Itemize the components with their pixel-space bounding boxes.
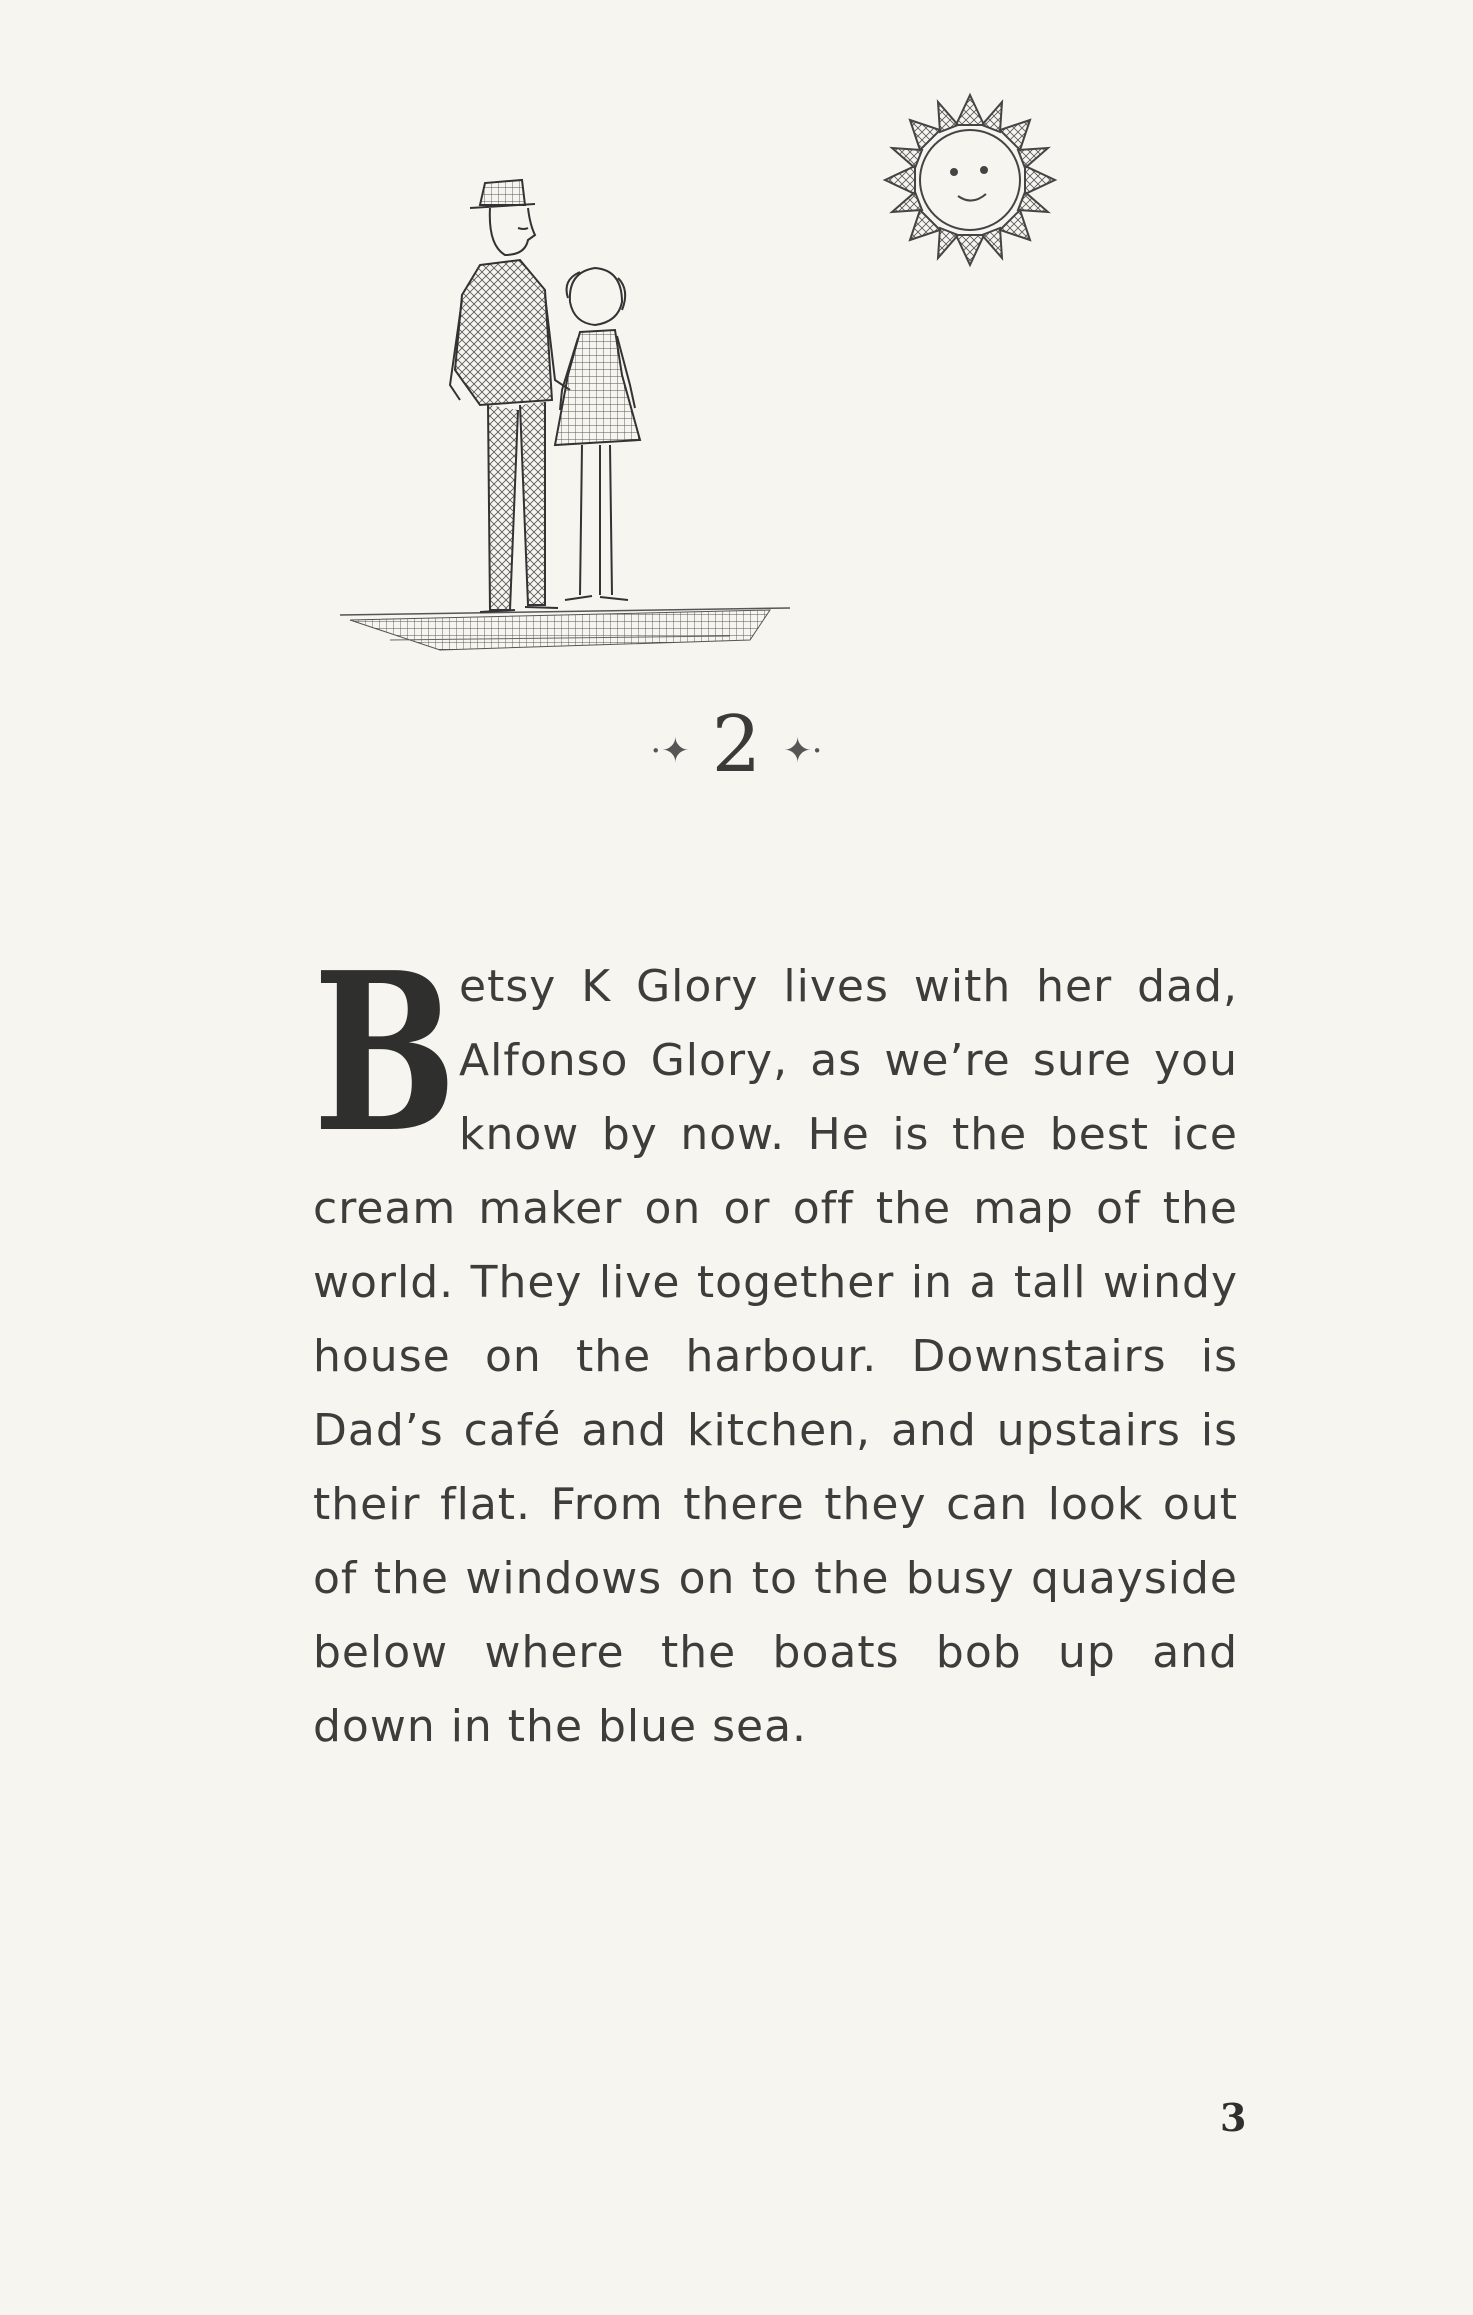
sun-icon: [885, 95, 1055, 265]
story-text: etsy K Glory lives with her dad, Alfonso Glory, as we’re sure you know by now. He is the best ice cream maker on or off the map of the world. They live together in a tall windy house on the harbour. Downstairs is Dad’s café and kitchen, and upstairs is their flat. From there they can look out of the windows on to the busy quayside below where the boats bob up and down in the blue sea.: [313, 961, 1238, 1752]
page-number: 3: [1220, 2095, 1247, 2140]
chapter-heading: [0, 700, 1473, 796]
ornament-left: ·✦: [650, 730, 690, 771]
drop-cap: B: [313, 925, 458, 1181]
story-paragraph: [313, 925, 1238, 1764]
ground-shading: [340, 608, 790, 650]
girl-figure: [555, 268, 640, 600]
man-figure: [450, 180, 570, 612]
ornament-right: ✦·: [783, 730, 823, 771]
chapter-illustration: [330, 40, 1190, 700]
chapter-number: 2: [711, 700, 762, 790]
